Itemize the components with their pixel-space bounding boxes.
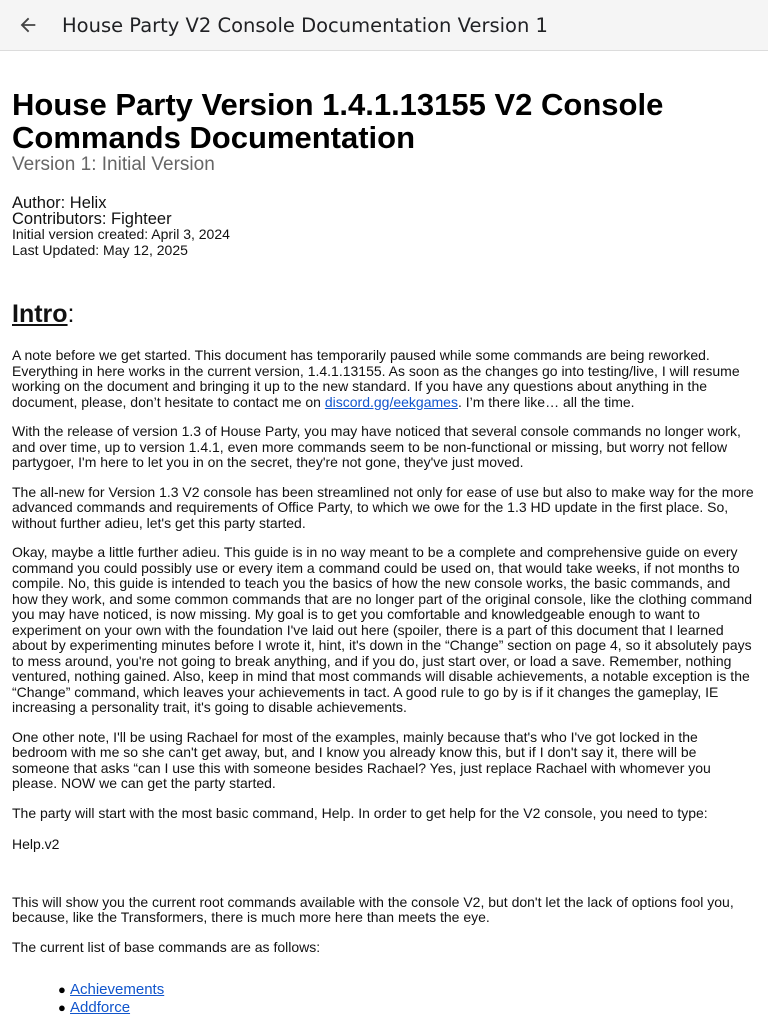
back-button[interactable] — [10, 7, 46, 43]
discord-link[interactable]: discord.gg/eekgames — [324, 393, 458, 410]
list-item — [12, 981, 756, 999]
document-body — [12, 88, 756, 1017]
document-title: House Party Version 1.4.1.13155 V2 Console Commands Documentation — [12, 87, 664, 155]
intro-heading-text: Intro — [12, 300, 68, 328]
bullet-icon: ● — [58, 982, 66, 997]
document-subtitle: Version 1: Initial Version — [12, 154, 215, 175]
paragraph-all-new: The all-new for Version 1.3 V2 console has been streamlined not only for ease of use but also to make way for the more advanced commands and requirements of Office Party, to which we owe for the 1.3 HD update in the first place. So, without further adieu, let's get this party started. — [12, 483, 754, 531]
command-link-achievements[interactable]: Achievements — [70, 981, 165, 998]
arrow-left-icon — [17, 14, 39, 36]
paragraph-root-commands: This will show you the current root commands available with the console V2, but don't let the lack of options fool you, because, like the Transformers, there is much more here than meets the eye. — [12, 893, 734, 925]
paragraph-base-commands: The current list of base commands are as follows: — [12, 938, 321, 955]
intro-heading-colon: : — [67, 300, 75, 328]
author-line: Author: Helix — [12, 194, 107, 212]
app-bar — [0, 0, 768, 51]
intro-heading — [12, 300, 756, 328]
paragraph-release: With the release of version 1.3 of House Party, you may have noticed that several console commands no longer work, and over time, up to version 1.4.1, even more commands seem to be non-functional or missing, but worry not fellow partygoer, I'm here to let you in on the secret, they're not gone, they've just moved. — [12, 423, 741, 470]
bullet-icon: ● — [58, 1000, 66, 1015]
updated-line: Last Updated: May 12, 2025 — [12, 241, 188, 258]
paragraph-note — [12, 348, 756, 410]
paragraph-rachael: One other note, I'll be using Rachael for most of the examples, mainly because that's who I've got locked in the bedroom with me so she can't get away, but, and I know you already know this, but if I don't say it, there will be someone that asks “can I use this with someone besides Rachael? Yes, just replace Rachael with whomever you please. NOW we can get the party started. — [12, 728, 711, 791]
command-link-addforce[interactable]: Addforce — [70, 999, 131, 1016]
contributors-line: Contributors: Fighteer — [12, 209, 172, 228]
paragraph-note-text: A note before we get started. This document has temporarily paused while some commands are being reworked. Everything in here works in the current version, 1.4.1.13155. As soon as the changes go into testing/live, I will resume working on the document and bringing it up to the new standard. If you have any questions about anything in the document, please, don’t hesitate to contact me on — [12, 347, 740, 410]
command-help-v2: Help.v2 — [12, 836, 60, 852]
paragraph-note-tail: . I’m there like… all the time. — [457, 393, 635, 410]
paragraph-help: The party will start with the most basic command, Help. In order to get help for the V2 console, you need to type: — [12, 804, 708, 821]
paragraph-adieu: Okay, maybe a little further adieu. This guide is in no way meant to be a complete and comprehensive guide on every command you could possibly use or every item a command could be used on, that would take weeks, if not months to compile. No, this guide is intended to teach you the basics of how the new console works, the basic commands, and how they work, and some common commands that are no longer part of the original console, like the clothing command you may have noticed, is now missing. My goal is to get you comfortable and knowledgeable enough to want to experiment on your own with the foundation I've laid out here (spoiler, there is a part of this document that I learned about by experimenting minutes before I wrote it, hint, it's down in the “Change” section on page 4, so it absolutely pays to mess around, you're not going to break anything, and if you do, just start over, or load a save. Remember, nothing ventured, nothing gained. Also, keep in mind that most commands will disable achievements, a notable exception is the “Change” command, which leaves your achievements in tact. A good rule to go by is if it changes the gameplay, IE increasing a personality trait, it's going to disable achievements. — [12, 544, 753, 715]
base-commands-list — [12, 981, 756, 1017]
created-line: Initial version created: April 3, 2024 — [12, 226, 230, 242]
list-item — [12, 999, 756, 1017]
document-meta — [12, 196, 756, 258]
app-bar-title: House Party V2 Console Documentation Version 1 — [62, 13, 548, 37]
